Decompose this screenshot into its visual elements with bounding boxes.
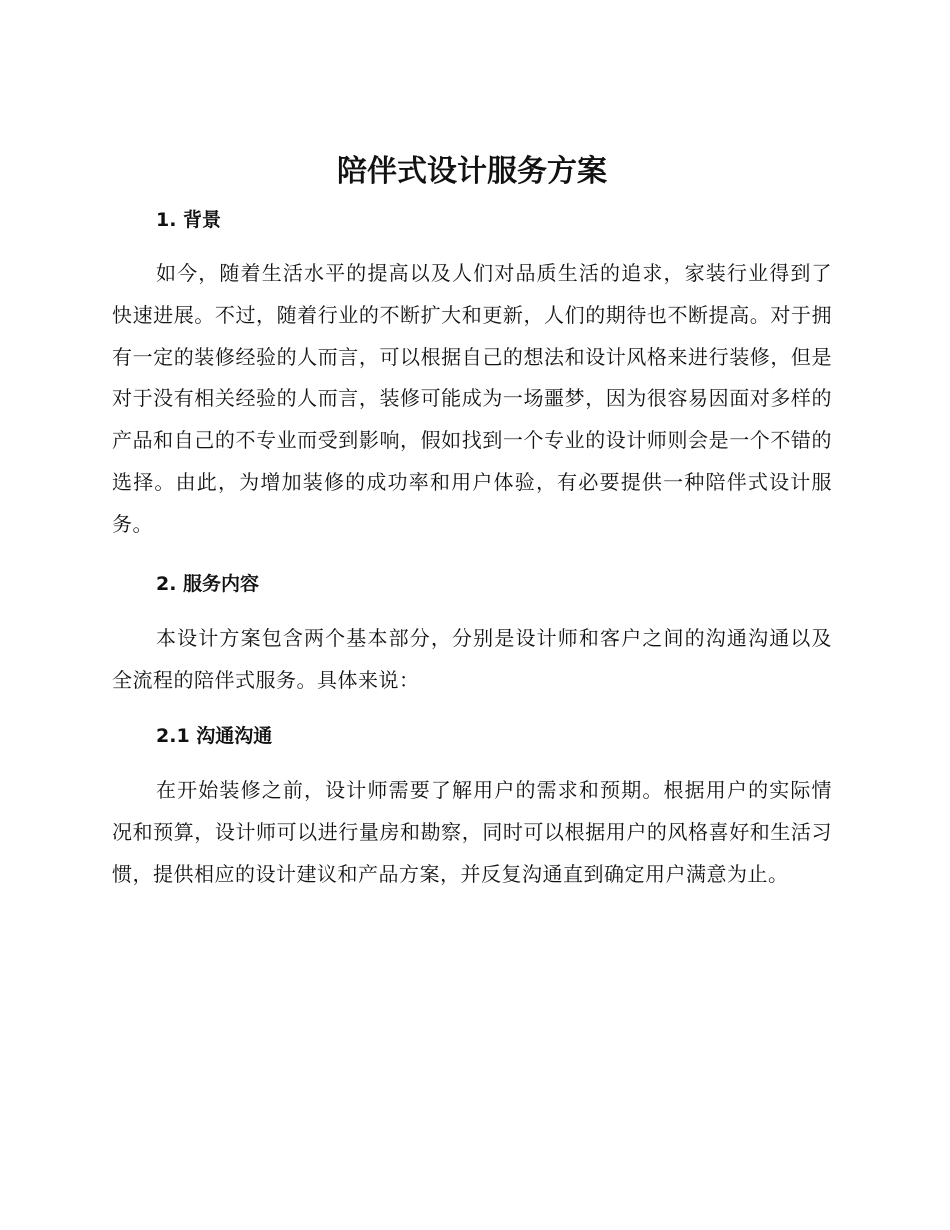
- section-paragraph-communication: 在开始装修之前，设计师需要了解用户的需求和预期。根据用户的实际情况和预算，设计师可以进行量房和勘察，同时可以根据用户的风格喜好和生活习惯，提供相应的设计建议和产品方案，并反复沟通直到确定用户满意为止。: [112, 778, 832, 886]
- document-title: 陪伴式设计服务方案: [337, 154, 607, 189]
- section-paragraph-service-content: 本设计方案包含两个基本部分，分别是设计师和客户之间的沟通沟通以及全流程的陪伴式服务。具体来说：: [112, 626, 832, 692]
- section-heading-background: 1. 背景: [156, 209, 222, 231]
- section-heading-service-content: 2. 服务内容: [156, 573, 260, 595]
- section-paragraph-background: 如今，随着生活水平的提高以及人们对品质生活的追求，家装行业得到了快速进展。不过，随着行业的不断扩大和更新，人们的期待也不断提高。对于拥有一定的装修经验的人而言，可以根据自己的想法和设计风格来进行装修，但是对于没有相关经验的人而言，装修可能成为一场噩梦，因为很容易因面对多样的产品和自己的不专业而受到影响，假如找到一个专业的设计师则会是一个不错的选择。由此，为增加装修的成功率和用户体验，有必要提供一种陪伴式设计服务。: [112, 261, 832, 536]
- section-heading-communication: 2.1 沟通沟通: [156, 725, 273, 747]
